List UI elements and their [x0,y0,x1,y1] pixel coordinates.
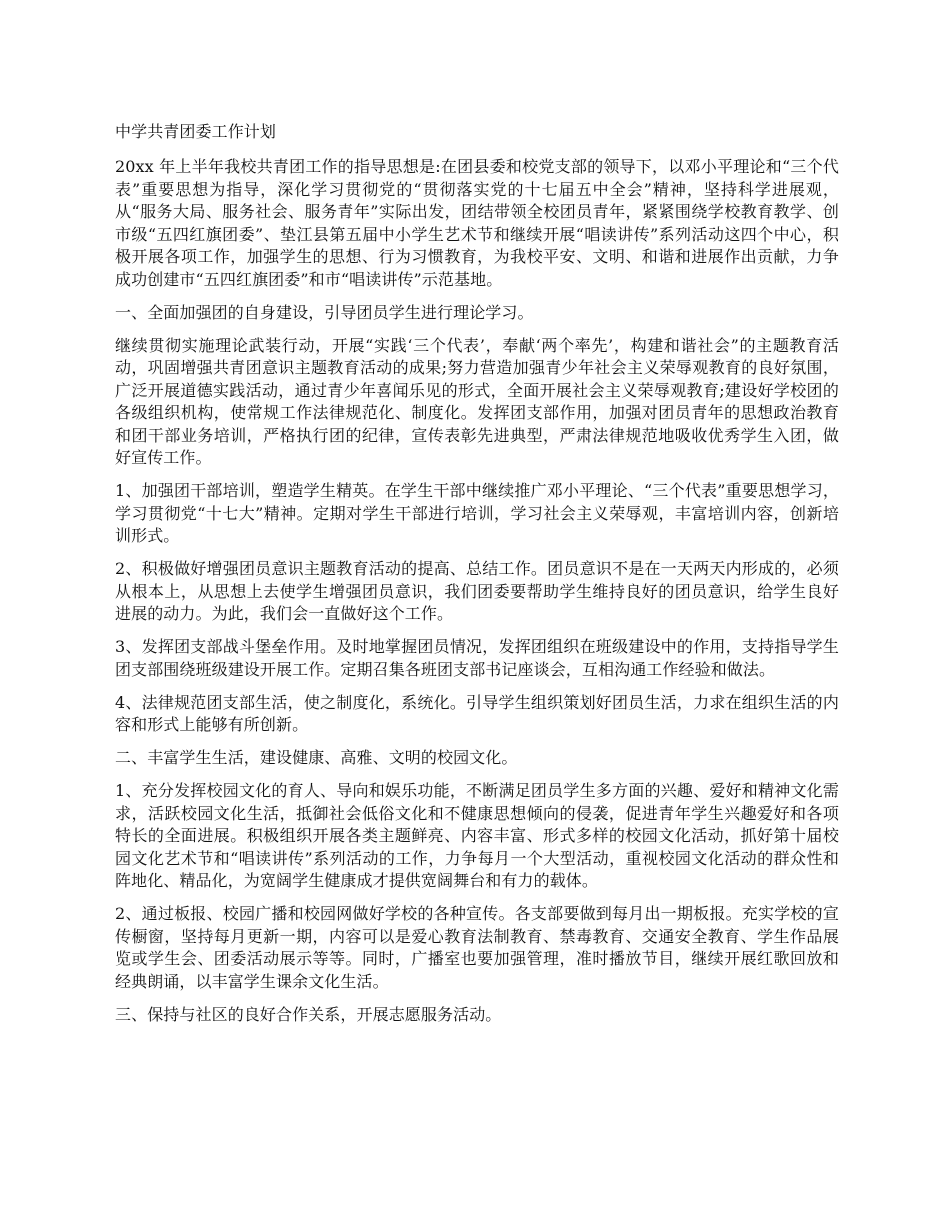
intro-paragraph: 20xx 年上半年我校共青团工作的指导思想是:在团县委和校党支部的领导下，以邓小平理论和“三个代表”重要思想为指导，深化学习贯彻党的“贯彻落实党的十七届五中全会”精神，坚持科学进展观，从“服务大局、服务社会、服务青年”实际出发，团结带领全校团员青年，紧紧围绕学校教育教学、创市级“五四红旗团委”、垫江县第五届中小学生艺术节和继续开展“唱读讲传”系列活动这四个中心，积极开展各项工作，加强学生的思想、行为习惯教育，为我校平安、文明、和谐和进展作出贡献，力争成功创建市“五四红旗团委”和市“唱读讲传”示范基地。 [115,157,839,289]
list-item: 1、加强团干部培训，塑造学生精英。在学生干部中继续推广邓小平理论、“三个代表”重要思想学习，学习贯彻党“十七大”精神。定期对学生干部进行培训，学习社会主义荣辱观，丰富培训内容，创新培训形式。 [115,481,839,545]
list-item: 1、充分发挥校园文化的育人、导向和娱乐功能，不断满足团员学生多方面的兴趣、爱好和精神文化需求，活跃校园文化生活，抵御社会低俗文化和不健康思想倾向的侵袭，促进青年学生兴趣爱好和各项特长的全面进展。积极组织开展各类主题鲜亮、内容丰富、形式多样的校园文化活动，抓好第十届校园文化艺术节和“唱读讲传”系列活动的工作，力争每月一个大型活动，重视校园文化活动的群众性和阵地化、精品化，为宽阔学生健康成才提供宽阔舞台和有力的载体。 [115,781,839,890]
document-title: 中学共青团委工作计划 [115,122,277,141]
document-body [115,121,839,1037]
section-heading-3: 三、保持与社区的良好合作关系，开展志愿服务活动。 [115,1004,502,1024]
section-heading-2: 二、丰富学生生活，建设健康、高雅、文明的校园文化。 [115,748,518,767]
section-heading-1: 一、全面加强团的自身建设，引导团员学生进行理论学习。 [115,302,534,322]
list-item: 2、通过板报、校园广播和校园网做好学校的各种宣传。各支部要做到每月出一期板报。充实学校的宣传橱窗，坚持每月更新一期，内容可以是爱心教育法制教育、禁毒教育、交通安全教育、学生作品展览或学生会、团委活动展示等等。同时，广播室也要加强管理，准时播放节目，继续开展红歌回放和经典朗诵，以丰富学生课余文化生活。 [115,904,839,991]
list-item: 3、发挥团支部战斗堡垒作用。及时地掌握团员情况，发挥团组织在班级建设中的作用，支持指导学生团支部围绕班级建设开展工作。定期召集各班团支部书记座谈会，互相沟通工作经验和做法。 [115,637,839,679]
list-item: 2、积极做好增强团员意识主题教育活动的提高、总结工作。团员意识不是在一天两天内形成的，必须从根本上，从思想上去使学生增强团员意识，我们团委要帮助学生维持良好的团员意识，给学生良好进展的动力。为此，我们会一直做好这个工作。 [115,559,839,623]
list-item: 4、法律规范团支部生活，使之制度化，系统化。引导学生组织策划好团员生活，力求在组织生活的内容和形式上能够有所创新。 [115,692,839,734]
paragraph: 继续贯彻实施理论武装行动，开展“实践‘三个代表’，奉献‘两个率先’，构建和谐社会”的主题教育活动，巩固增强共青团意识主题教育活动的成果;努力营造加强青少年社会主义荣辱观教育的良好氛围，广泛开展道德实践活动，通过青少年喜闻乐见的形式，全面开展社会主义荣辱观教育;建设好学校团的各级组织机构，使常规工作法律规范化、制度化。发挥团支部作用，加强对团员青年的思想政治教育和团干部业务培训，严格执行团的纪律，宣传表彰先进典型，严肃法律规范地吸收优秀学生入团，做好宣传工作。 [115,335,839,467]
